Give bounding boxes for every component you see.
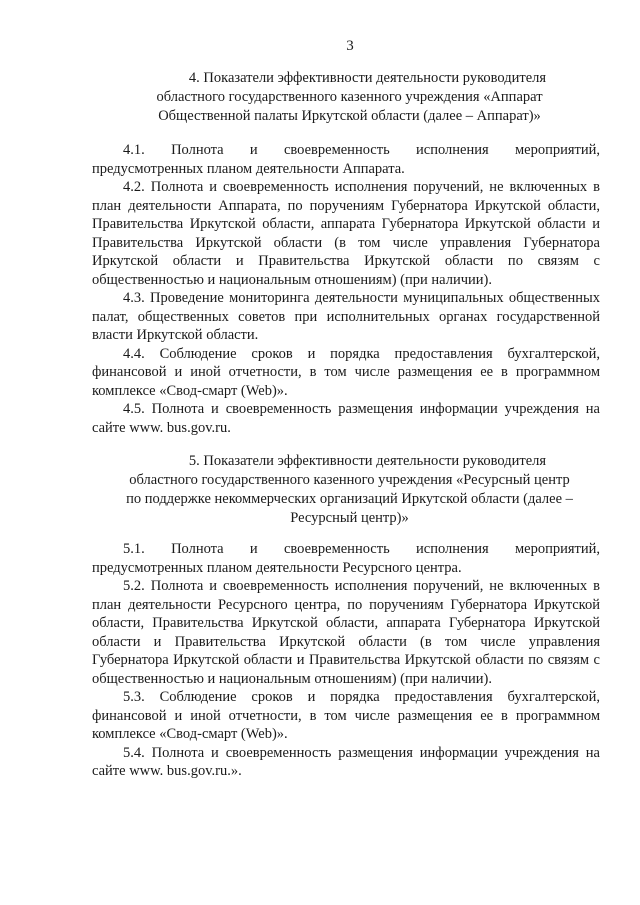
section-4-item-2: 4.2. Полнота и своевременность исполнения поручений, не включенных в план деятельности Аппарата, по поручениям Губернатора Иркутской области, Правительства Иркутской области, аппарата Губернатора Иркутской области и Правительства Иркутской области (в том числе управления Губернатора Иркутской области и Правительства Иркутской области по связям с общественностью и национальным отношениям) (при наличии).	[92, 179, 600, 288]
section-5-title-line: 5. Показатели эффективности деятельности руководителя	[188, 453, 547, 469]
section-4-item-5: 4.5. Полнота и своевременность размещения информации учреждения на сайте www. bus.gov.ru.	[92, 401, 600, 436]
section-5-item-3: 5.3. Соблюдение сроков и порядка предоставления бухгалтерской, финансовой и иной отчетности, в том числе размещения ее в программном комплексе «Свод-смарт (Web)».	[92, 689, 600, 742]
section-4-item-3: 4.3. Проведение мониторинга деятельности муниципальных общественных палат, общественных советов при исполнительных органах государственной власти Иркутской области.	[92, 290, 600, 343]
section-5-items	[92, 540, 600, 781]
section-4-title-line: Общественной палаты Иркутской области (далее – Аппарат)»	[158, 108, 541, 124]
section-4-title-line: 4. Показатели эффективности деятельности руководителя	[188, 70, 547, 86]
section-4-item-1: 4.1. Полнота и своевременность исполнения мероприятий, предусмотренных планом деятельности Аппарата.	[92, 142, 600, 177]
section-5-item-2: 5.2. Полнота и своевременность исполнения поручений, не включенных в план деятельности Ресурсного центра, по поручениям Губернатора Иркутской области, Правительства Иркутской области, аппарата Губернатора Иркутской области и Правительства Иркутской области (в том числе управления Губернатора Иркутской области и Правительства Иркутской области по связям с общественностью и национальным отношениям) (при наличии).	[92, 578, 600, 687]
page-number: 3	[346, 38, 354, 54]
section-5-title-line: по поддержке некоммерческих организаций Иркутской области (далее –	[126, 491, 573, 507]
section-5-item-4: 5.4. Полнота и своевременность размещения информации учреждения на сайте www. bus.gov.ru.».	[92, 744, 600, 779]
section-4-item-4: 4.4. Соблюдение сроков и порядка предоставления бухгалтерской, финансовой и иной отчетности, в том числе размещения ее в программном комплексе «Свод-смарт (Web)».	[92, 345, 600, 399]
section-5-title	[92, 452, 607, 528]
section-4-title	[92, 69, 607, 126]
section-5-item-1: 5.1. Полнота и своевременность исполнения мероприятий, предусмотренных планом деятельности Ресурсного центра.	[92, 541, 600, 576]
section-4-items	[92, 141, 600, 437]
section-5-title-line: областного государственного казенного учреждения «Ресурсный центр	[129, 472, 570, 488]
section-5-title-line: Ресурсный центр)»	[290, 510, 409, 526]
section-4-title-line: областного государственного казенного учреждения «Аппарат	[156, 89, 543, 105]
